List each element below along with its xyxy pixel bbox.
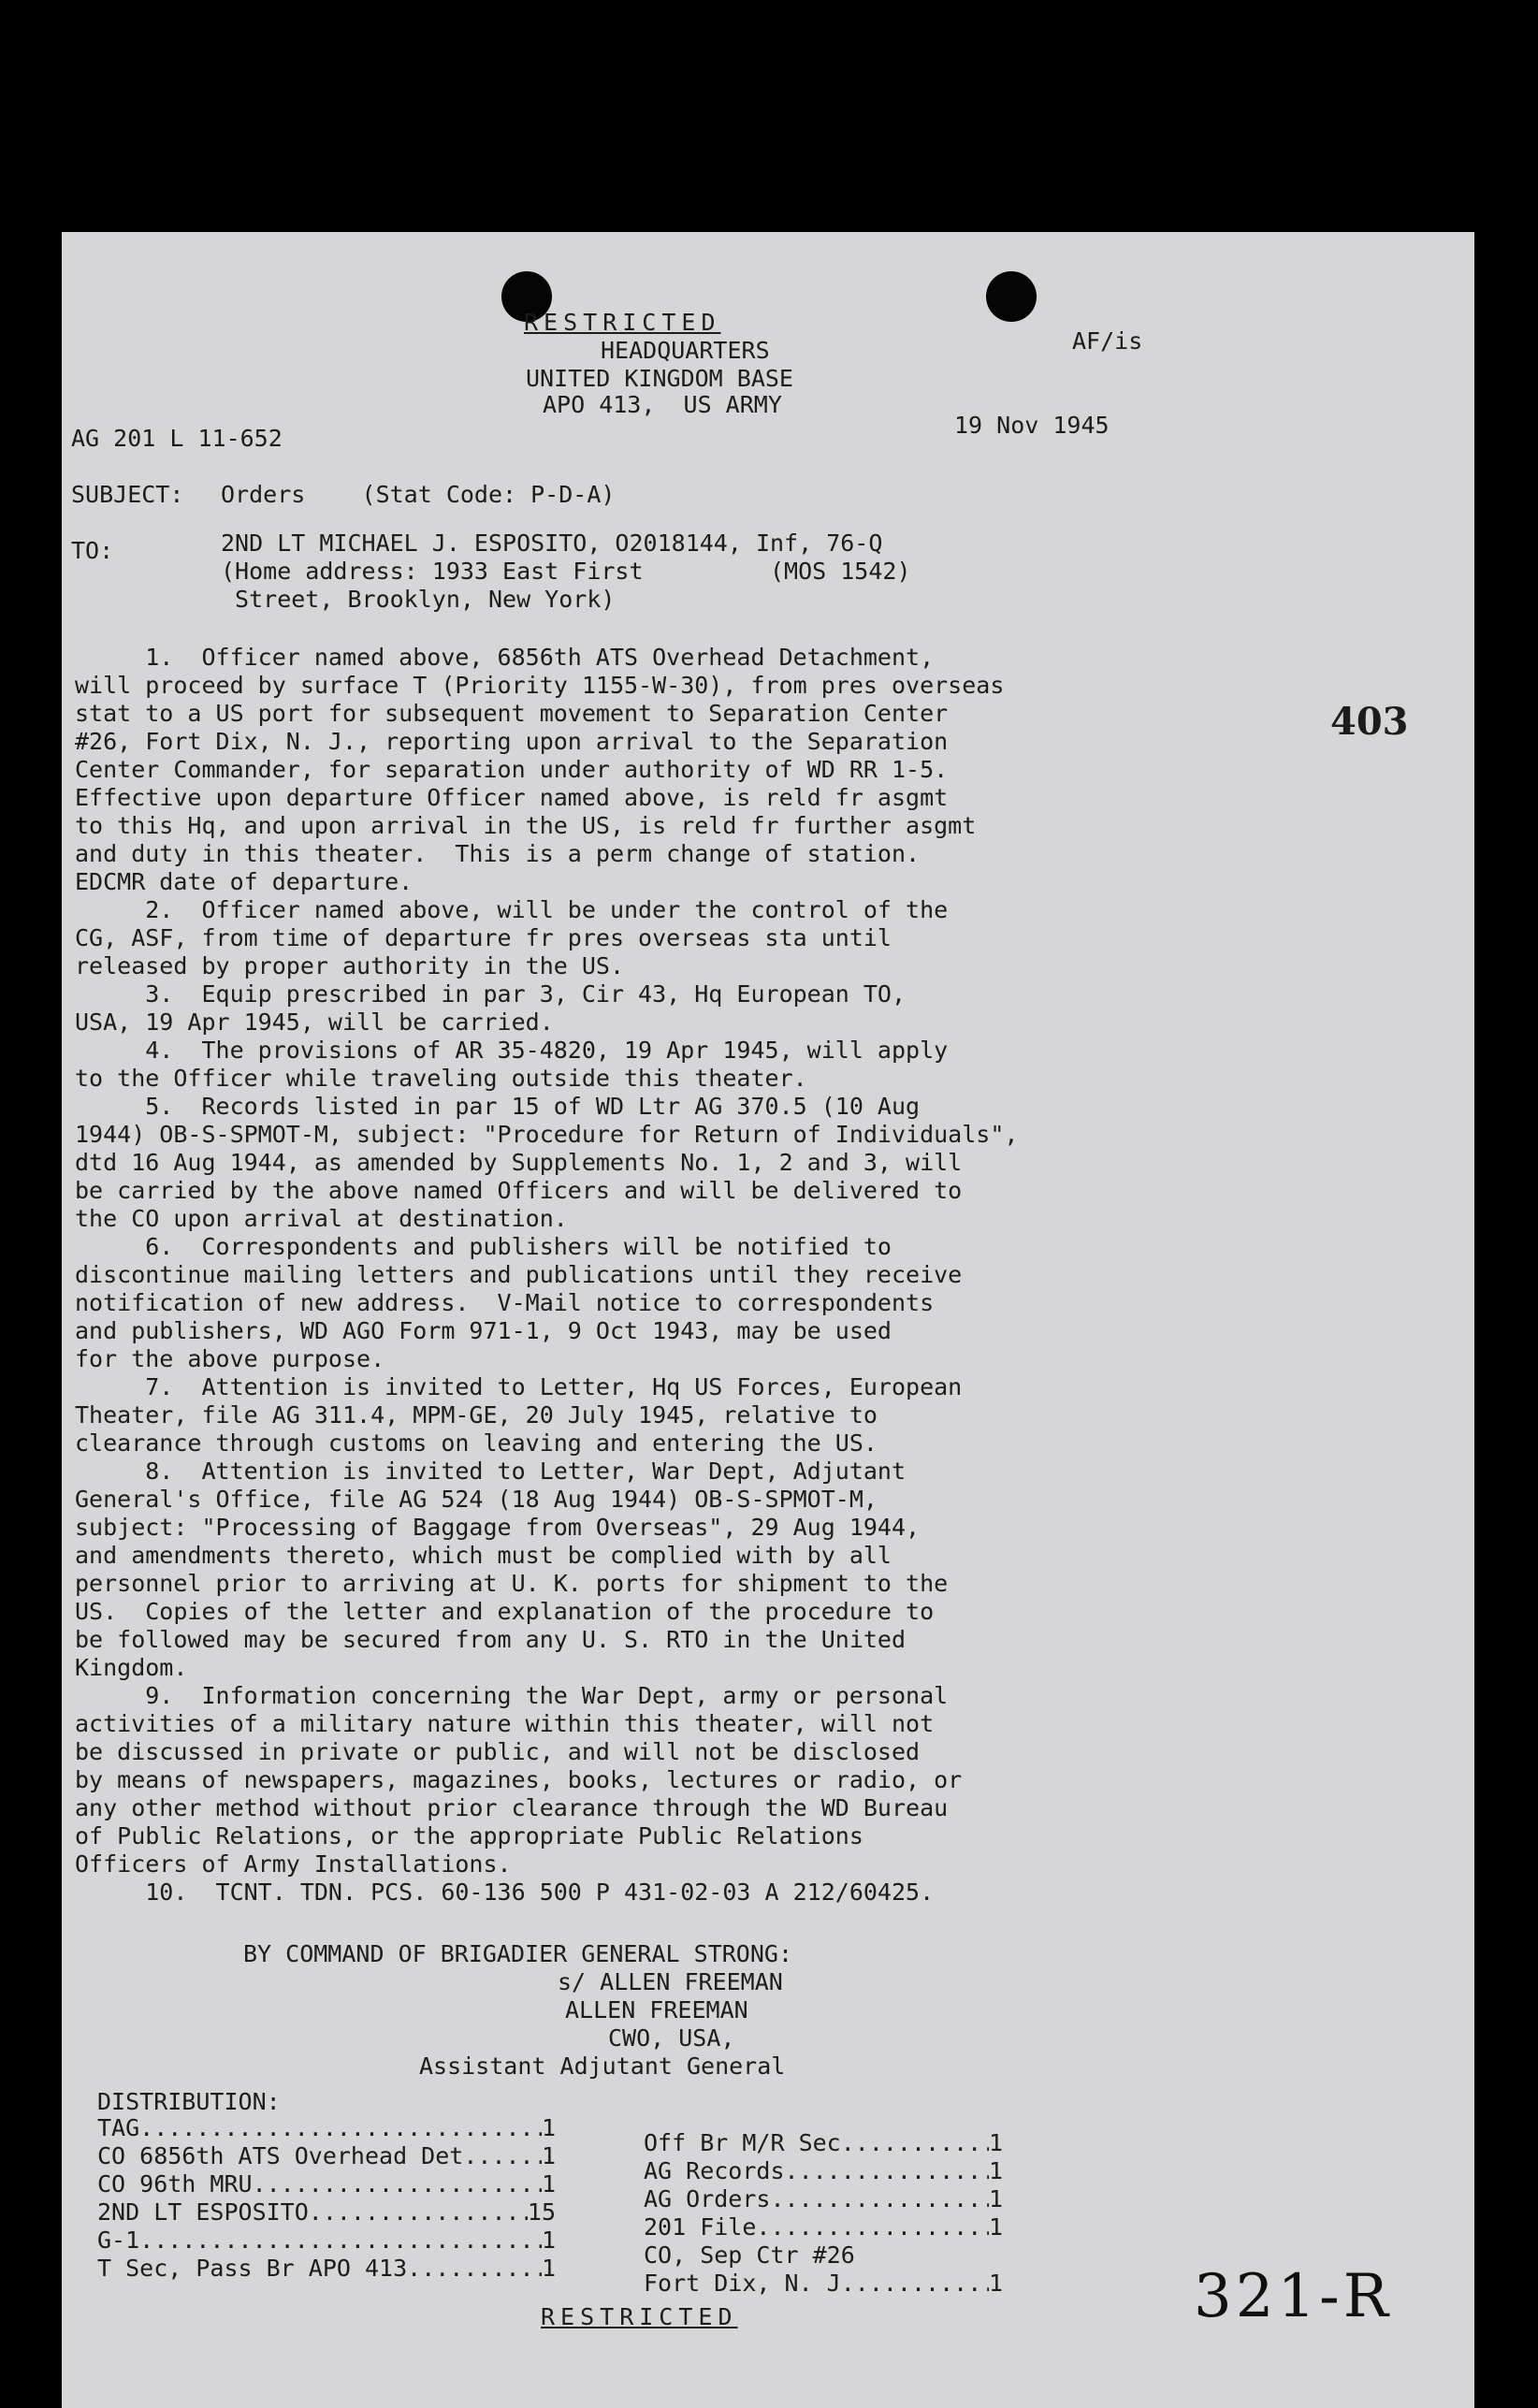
body-line: by means of newspapers, magazines, books, lectures or radio, or <box>75 1766 963 1793</box>
body-line: and publishers, WD AGO Form 971-1, 9 Oct 1943, may be used <box>75 1317 892 1344</box>
distribution-count: 1 <box>988 2270 1003 2297</box>
distribution-item: AG Orders <box>644 2185 771 2212</box>
distribution-label: DISTRIBUTION: <box>97 2088 281 2115</box>
distribution-count: 1 <box>541 2142 556 2169</box>
body-line: Kingdom. <box>75 1654 188 1681</box>
body-line: General's Office, file AG 524 (18 Aug 1944) OB-S-SPMOT-M, <box>75 1486 878 1513</box>
to-line: Street, Brooklyn, New York) <box>221 586 616 613</box>
body-line: and duty in this theater. This is a perm change of station. <box>75 840 921 867</box>
distribution-count: 1 <box>988 2129 1003 2156</box>
distribution-item: Fort Dix, N. J. <box>644 2270 855 2297</box>
body-line: clearance through customs on leaving and entering the US. <box>75 1429 878 1457</box>
body-line: 3. Equip prescribed in par 3, Cir 43, Hq European TO, <box>75 980 907 1008</box>
to-label: TO: <box>71 537 114 564</box>
body-line: 10. TCNT. TDN. PCS. 60-136 500 P 431-02-03 A 212/60425. <box>75 1879 935 1906</box>
distribution-count: 1 <box>541 2170 556 2198</box>
distribution-entry <box>97 2114 556 2142</box>
command-line: BY COMMAND OF BRIGADIER GENERAL STRONG: <box>243 1940 792 1967</box>
distribution-entry <box>97 2142 556 2170</box>
dot-leader <box>139 2227 542 2255</box>
signatory-rank: CWO, USA, <box>608 2024 735 2052</box>
body-line: 1944) OB-S-SPMOT-M, subject: "Procedure for Return of Individuals", <box>75 1121 1019 1148</box>
distribution-item: G-1 <box>97 2227 140 2254</box>
body-line: Theater, file AG 311.4, MPM-GE, 20 July 1945, relative to <box>75 1401 878 1429</box>
distribution-item: 2ND LT ESPOSITO <box>97 2198 309 2226</box>
body-line: any other method without prior clearance through the WD Bureau <box>75 1794 949 1821</box>
body-line: subject: "Processing of Baggage from Overseas", 29 Aug 1944, <box>75 1514 921 1541</box>
body-line: 9. Information concerning the War Dept, army or personal <box>75 1682 949 1709</box>
body-line: US. Copies of the letter and explanation of the procedure to <box>75 1598 935 1625</box>
to-line: 2ND LT MICHAEL J. ESPOSITO, O2018144, Inf, 76-Q <box>221 529 883 557</box>
body-line: 2. Officer named above, will be under the control of the <box>75 896 949 923</box>
subject-label: SUBJECT: <box>71 481 184 508</box>
distribution-entry <box>97 2198 556 2227</box>
body-line: to the Officer while traveling outside this theater. <box>75 1065 807 1092</box>
distribution-list-left <box>97 2114 556 2283</box>
body-line: Officers of Army Installations. <box>75 1850 512 1878</box>
distribution-item: Off Br M/R Sec <box>644 2129 841 2156</box>
body-line: EDCMR date of departure. <box>75 868 414 895</box>
org-line-1: HEADQUARTERS <box>601 337 770 364</box>
dot-leader <box>855 2270 989 2298</box>
punch-hole <box>986 271 1037 322</box>
body-line: 6. Correspondents and publishers will be notified to <box>75 1233 892 1260</box>
distribution-item: TAG <box>97 2114 140 2141</box>
distribution-entry <box>644 2213 1003 2241</box>
distribution-item: CO 6856th ATS Overhead Det <box>97 2142 464 2169</box>
distribution-item: CO 96th MRU <box>97 2170 253 2198</box>
dot-leader <box>407 2255 542 2283</box>
distribution-item: AG Records <box>644 2157 785 2184</box>
body-line: will proceed by surface T (Priority 1155-W-30), from pres overseas <box>75 672 1005 699</box>
body-line: 5. Records listed in par 15 of WD Ltr AG 370.5 (10 Aug <box>75 1093 921 1120</box>
distribution-count: 1 <box>541 2255 556 2282</box>
dot-leader <box>770 2185 988 2213</box>
distribution-count: 1 <box>988 2213 1003 2241</box>
distribution-entry <box>644 2129 1003 2157</box>
body-line: discontinue mailing letters and publications until they receive <box>75 1261 963 1288</box>
body-line: Center Commander, for separation under authority of WD RR 1-5. <box>75 756 949 783</box>
signatory-name: ALLEN FREEMAN <box>565 1996 748 2024</box>
file-number: AG 201 L 11-652 <box>71 425 283 452</box>
distribution-item: 201 File <box>644 2213 757 2241</box>
distribution-entry <box>97 2255 556 2283</box>
body-line: CG, ASF, from time of departure fr pres overseas sta until <box>75 924 892 951</box>
to-line: (Home address: 1933 East First (MOS 1542) <box>221 558 911 585</box>
distribution-item: T Sec, Pass Br APO 413 <box>97 2255 408 2282</box>
body-line: dtd 16 Aug 1944, as amended by Supplements No. 1, 2 and 3, will <box>75 1149 963 1176</box>
body-line: activities of a military nature within this theater, will not <box>75 1710 935 1737</box>
body-line: 4. The provisions of AR 35-4820, 19 Apr 1945, will apply <box>75 1037 949 1064</box>
body-line: 7. Attention is invited to Letter, Hq US Forces, European <box>75 1373 963 1400</box>
body-line: to this Hq, and upon arrival in the US, is reld fr further asgmt <box>75 812 977 839</box>
body-line: 8. Attention is invited to Letter, War Dept, Adjutant <box>75 1458 907 1485</box>
distribution-count: 1 <box>541 2114 556 2141</box>
distribution-list-right <box>644 2129 1003 2298</box>
org-line-2: UNITED KINGDOM BASE <box>526 365 793 392</box>
body-line: #26, Fort Dix, N. J., reporting upon arrival to the Separation <box>75 728 949 755</box>
body-line: personnel prior to arriving at U. K. ports for shipment to the <box>75 1570 949 1597</box>
distribution-entry <box>644 2157 1003 2185</box>
order-date: 19 Nov 1945 <box>954 412 1110 439</box>
signatory-title: Assistant Adjutant General <box>419 2053 786 2080</box>
distribution-count: 15 <box>527 2198 556 2226</box>
distribution-entry <box>644 2241 1003 2270</box>
classification-footer: RESTRICTED <box>541 2303 738 2330</box>
dot-leader <box>463 2142 542 2170</box>
body-line: released by proper authority in the US. <box>75 952 624 979</box>
dot-leader <box>841 2129 989 2157</box>
body-line: be carried by the above named Officers and will be delivered to <box>75 1177 963 1204</box>
body-line: the CO upon arrival at destination. <box>75 1205 568 1232</box>
body-line: Effective upon departure Officer named above, is reld fr asgmt <box>75 784 949 811</box>
distribution-count: 1 <box>541 2227 556 2254</box>
typist-initials: AF/is <box>1072 327 1143 355</box>
body-line: be discussed in private or public, and will not be disclosed <box>75 1738 921 1765</box>
body-line: 1. Officer named above, 6856th ATS Overhead Detachment, <box>75 644 935 671</box>
distribution-count: 1 <box>988 2157 1003 2184</box>
distribution-entry <box>644 2270 1003 2298</box>
distribution-entry <box>97 2170 556 2198</box>
body-line: for the above purpose. <box>75 1345 385 1372</box>
distribution-entry <box>644 2185 1003 2213</box>
dot-leader <box>309 2198 528 2227</box>
body-line: be followed may be secured from any U. S. RTO in the United <box>75 1626 907 1653</box>
body-line: of Public Relations, or the appropriate Public Relations <box>75 1822 863 1850</box>
dot-leader <box>253 2170 542 2198</box>
subject-text: Orders (Stat Code: P-D-A) <box>221 481 616 508</box>
body-line: stat to a US port for subsequent movement to Separation Center <box>75 700 949 727</box>
signed-line: s/ ALLEN FREEMAN <box>558 1968 783 1995</box>
dot-leader <box>756 2213 989 2241</box>
body-line: USA, 19 Apr 1945, will be carried. <box>75 1008 554 1036</box>
body-line: notification of new address. V-Mail notice to correspondents <box>75 1289 935 1316</box>
distribution-count: 1 <box>988 2185 1003 2212</box>
handwritten-annotation: 321-R <box>1194 2262 1392 2331</box>
org-line-3: APO 413, US ARMY <box>543 391 782 418</box>
classification-header: RESTRICTED <box>524 309 721 336</box>
body-line: and amendments thereto, which must be complied with by all <box>75 1542 892 1569</box>
margin-number: 403 <box>1330 700 1409 744</box>
distribution-entry <box>97 2227 556 2255</box>
order-body <box>75 644 1104 1907</box>
dot-leader <box>139 2114 542 2142</box>
dot-leader <box>785 2157 989 2185</box>
distribution-item: CO, Sep Ctr #26 <box>644 2241 855 2269</box>
